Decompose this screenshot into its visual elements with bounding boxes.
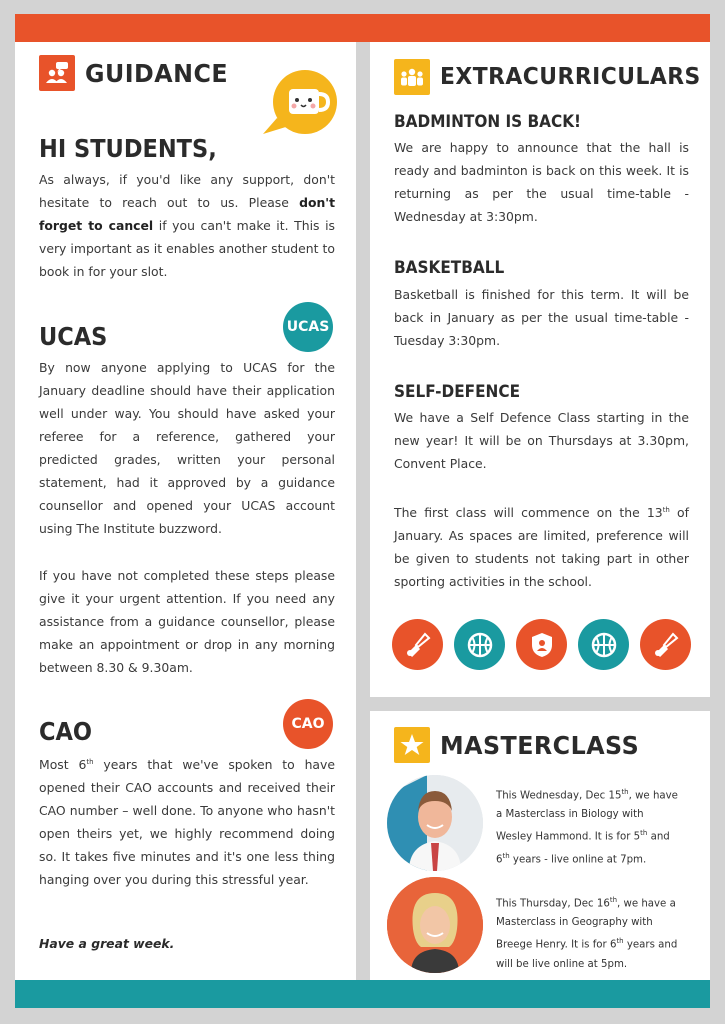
m1-sup1: th	[621, 788, 629, 796]
extracurriculars-title: EXTRACURRICULARS	[440, 64, 701, 90]
masterclass-1-text	[496, 783, 682, 869]
masterclass-header	[394, 727, 650, 763]
masterclass-2-text	[496, 891, 682, 974]
selfdefence-text-2	[394, 499, 689, 593]
guidance-header	[39, 55, 236, 91]
selfdefence-text: We have a Self Defence Class starting in the new year! It will be on Thursdays at 3.30pm, Convent Place.	[394, 410, 689, 471]
extracurriculars-panel	[370, 42, 710, 697]
selfdefence-heading: SELF-DEFENCE	[394, 382, 521, 402]
badminton-text: We are happy to announce that the hall is ready and badminton is back on this week. It is returning as per the usual time-table - Wednesday at 3:30pm.	[394, 140, 689, 224]
m2-sup2: th	[616, 937, 624, 946]
star-icon	[394, 727, 430, 763]
ucas-badge: UCAS	[283, 302, 333, 352]
masterclass-panel	[370, 711, 710, 980]
signoff: Have a great week.	[39, 936, 175, 951]
wesley-hammond-photo	[387, 775, 483, 871]
cao-paragraph	[39, 751, 335, 891]
people-chat-icon	[39, 55, 75, 91]
badminton-heading: BADMINTON IS BACK!	[394, 112, 582, 132]
m2-a: This Thursday, Dec 16	[496, 898, 610, 910]
m2-c: years and will be live online at 5pm.	[496, 939, 678, 970]
intro-text: As always, if you'd like any support, don't hesitate to reach out to us. Please	[39, 172, 335, 210]
m1-sup3: th	[502, 851, 510, 860]
shield-person-icon	[516, 619, 567, 670]
m1-d: years - live online at 7pm.	[509, 854, 647, 866]
basketball-text: Basketball is finished for this term. It will be back in January as per the usual time-table - Tuesday 3:30pm.	[394, 287, 689, 348]
cao-text: Most 6	[39, 757, 87, 773]
m2-b: , we have a Masterclass in Geography with Breege Henry. It is for 6	[496, 898, 676, 951]
ucas-paragraph-2: If you have not completed these steps please give it your urgent attention. If you need any assistance from a guidance counsellor, please make an appointment or drop in any morning between 8.30 & 9.30am.	[39, 568, 335, 675]
cao-text-end: years that we've spoken to have opened their CAO accounts and received their CAO number – well done. To anyone who hasn't open theirs yet, we highly recommend doing so. It takes five minutes and it's one less thing hanging over you during this stressful year.	[39, 757, 335, 888]
ucas-heading: UCAS	[39, 322, 108, 351]
cao-heading: CAO	[39, 717, 93, 746]
intro-text-end: if you can't make it. This is very important as it enables another student to book in for your slot.	[39, 218, 335, 279]
greeting-heading: HI STUDENTS,	[39, 134, 217, 163]
guidance-intro	[39, 168, 335, 283]
shuttlecock-icon	[640, 619, 691, 670]
masterclass-title: MASTERCLASS	[440, 730, 640, 760]
bottom-accent-bar	[15, 980, 710, 1008]
basketball-icon	[578, 619, 629, 670]
coffee-chat-icon	[263, 70, 339, 136]
top-accent-bar	[15, 14, 710, 42]
selfdefence-sup: th	[662, 506, 670, 514]
selfdefence-text2-b: of January. As spaces are limited, preference will be given to students not taking part in other sporting activities in the school.	[394, 505, 689, 590]
m1-b: , we have a Masterclass in Biology with Wesley Hammond. It is for 5	[496, 790, 678, 843]
basketball-icon	[454, 619, 505, 670]
guidance-panel	[15, 42, 356, 980]
selfdefence-text2-a: The first class will commence on the 13	[394, 505, 663, 521]
shuttlecock-icon	[392, 619, 443, 670]
cao-badge: CAO	[283, 699, 333, 749]
ucas-paragraph-1: By now anyone applying to UCAS for the January deadline should have their application well under way. You should have asked your referee for a reference, gathered your predicted grades, written your personal statement, had it approved by a guidance counsellor and opened your UCAS account using The Institute buzzword.	[39, 360, 335, 536]
cao-sup: th	[86, 758, 94, 766]
m2-sup1: th	[609, 896, 618, 904]
extracurriculars-header	[394, 59, 714, 95]
guidance-title: GUIDANCE	[85, 58, 229, 88]
basketball-heading: BASKETBALL	[394, 258, 505, 278]
breege-henry-photo	[387, 877, 483, 973]
group-icon	[394, 59, 430, 95]
m1-c: and 6	[496, 831, 670, 866]
intro-bold-text: don't forget to cancel	[39, 195, 335, 233]
m1-sup2: th	[640, 829, 648, 838]
m1-a: This Wednesday, Dec 15	[496, 790, 622, 802]
